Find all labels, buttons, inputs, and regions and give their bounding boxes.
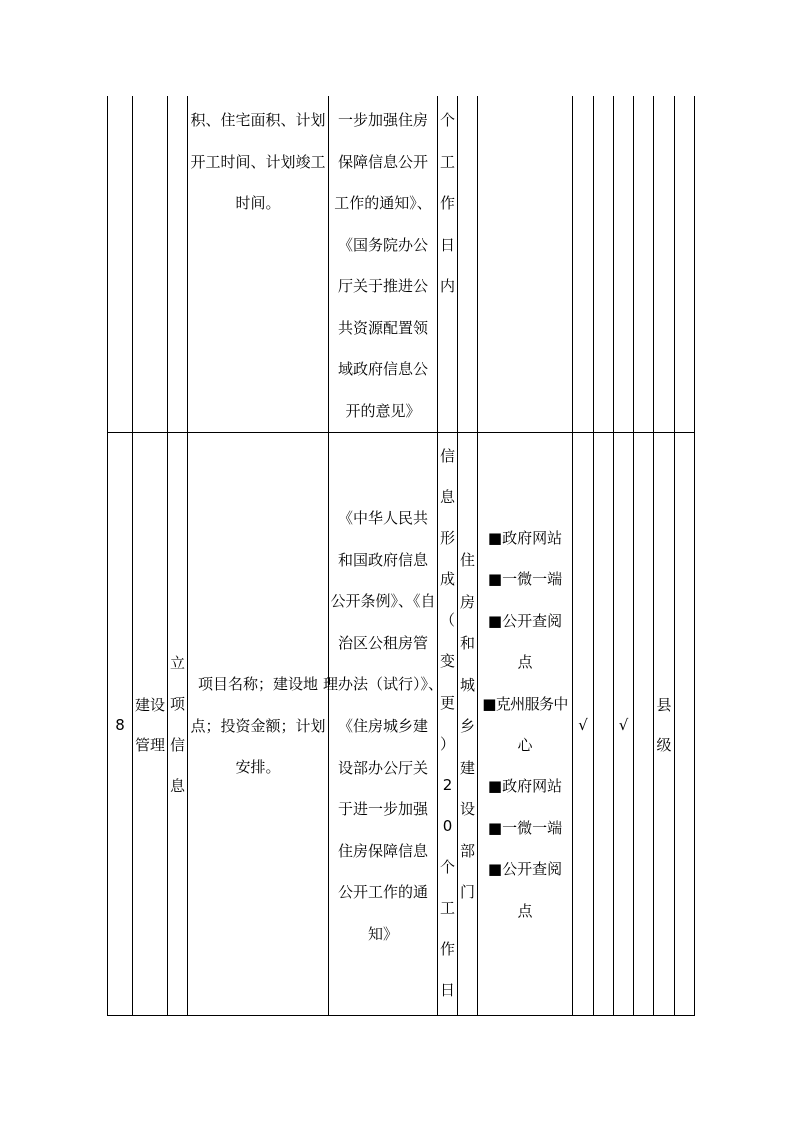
text-line: ■克州服务中 — [482, 694, 568, 713]
text-char: （ — [439, 611, 455, 630]
text-line: 公开工作的通 — [337, 883, 428, 902]
text-line: 保障信息公开 — [337, 152, 428, 171]
col-border — [653, 96, 654, 1016]
text-char: 县 — [656, 696, 672, 714]
text-line: 点 — [517, 653, 533, 672]
text-char: 房 — [459, 592, 475, 611]
row8-category — [132, 685, 168, 765]
text-line: ■公开查阅 — [487, 611, 563, 630]
text-line: 公开条例》、《自 — [330, 592, 436, 611]
text-line: 开的意见》 — [345, 401, 421, 420]
text-line: 共资源配置领 — [337, 318, 428, 337]
text-char: 信 — [439, 447, 455, 465]
text-line: 工作的通知》、 — [334, 194, 432, 212]
text-line: 《中华人民共 — [337, 509, 428, 527]
text-char: 日 — [439, 981, 455, 1000]
text-char: 息 — [169, 777, 185, 795]
text-line: 《住房城乡建 — [337, 716, 428, 735]
text-line: 管理 — [134, 736, 165, 754]
col-border — [593, 96, 594, 1016]
row8-check-2 — [613, 705, 634, 745]
text-char: 个 — [439, 111, 455, 129]
text-line: 点 — [517, 901, 533, 920]
row8-requirement — [187, 664, 329, 789]
text-line: 厅关于推进公 — [337, 277, 428, 295]
text-char: 住 — [459, 551, 475, 569]
text-line: 域政府信息公 — [337, 360, 428, 378]
text-char: 立 — [169, 654, 185, 672]
col-border — [674, 96, 675, 1016]
text-char: 部 — [459, 841, 475, 860]
row8-number — [107, 705, 133, 745]
text-line: 于进一步加强 — [337, 800, 428, 819]
text-char: 形 — [439, 529, 455, 548]
row8-subject — [457, 540, 478, 914]
text-line: 治区公租房管 — [337, 633, 428, 652]
text-char: 工 — [439, 152, 455, 171]
text-line: ■政府网站 — [487, 529, 563, 547]
text-char: 个 — [439, 857, 455, 876]
text-line: 开工时间、计划竣工 — [190, 152, 326, 171]
text-char: 内 — [439, 277, 455, 295]
text-char: 设 — [459, 800, 475, 818]
text-char: 更 — [439, 693, 455, 712]
text-char: 项 — [169, 695, 185, 713]
row8-timeline — [437, 436, 458, 1011]
text-line: 《国务院办公 — [337, 235, 428, 254]
text-line: ■一微一端 — [487, 818, 563, 837]
text-char: 2 — [442, 775, 453, 794]
text-char: 和 — [459, 634, 475, 652]
text-char: 城 — [459, 675, 475, 694]
text-line: 心 — [517, 735, 533, 754]
text-line: 住房保障信息 — [337, 841, 428, 860]
row-divider — [107, 432, 695, 433]
text-line: 知》 — [367, 924, 398, 943]
check-mark: √ — [578, 716, 588, 734]
check-mark: √ — [618, 716, 629, 734]
text-char: 作 — [439, 194, 455, 212]
text-char: 门 — [459, 883, 475, 901]
text-line: ■公开查阅 — [487, 860, 563, 879]
text-line: 建设 — [134, 696, 165, 714]
text-line: 积、住宅面积、计划 — [190, 111, 326, 129]
row-number: 8 — [115, 716, 125, 734]
text-char: 工 — [439, 899, 455, 918]
col-border — [613, 96, 614, 1016]
row-top-timeline — [437, 100, 458, 308]
text-line: ■政府网站 — [487, 777, 563, 796]
col-border — [167, 96, 168, 1016]
col-border — [187, 96, 188, 1016]
row-top-basis — [328, 100, 438, 432]
text-line: 设部办公厅关 — [337, 758, 428, 777]
text-char: 变 — [439, 652, 455, 671]
col-border — [107, 96, 108, 1016]
table-bottom-border — [107, 1015, 695, 1016]
text-line: ■一微一端 — [487, 570, 563, 589]
row8-basis — [323, 498, 444, 956]
text-line: 理办法（试行）》、 — [323, 675, 444, 694]
text-char: 日 — [439, 235, 455, 254]
text-line: 和国政府信息 — [337, 550, 428, 569]
col-border — [132, 96, 133, 1016]
text-char: 0 — [442, 816, 453, 835]
text-line: 一步加强住房 — [337, 111, 428, 129]
text-char: 息 — [439, 488, 455, 507]
text-char: 建 — [459, 758, 475, 777]
text-char: 信 — [169, 736, 185, 754]
row8-check-1 — [572, 705, 594, 745]
row8-channels — [477, 518, 573, 932]
text-line: 安排。 — [235, 758, 281, 776]
text-char: 成 — [439, 570, 455, 589]
text-char: 级 — [656, 736, 672, 754]
text-line: 点；投资金额；计划 — [190, 716, 326, 735]
row8-level — [653, 685, 675, 765]
text-line: 项目名称；建设地 — [197, 675, 318, 693]
row8-item — [167, 643, 188, 807]
row-top-requirement — [187, 100, 329, 225]
text-line: 时间。 — [235, 194, 281, 212]
text-char: ） — [439, 734, 455, 753]
col-border — [694, 96, 695, 1016]
text-char: 作 — [439, 940, 455, 959]
text-char: 乡 — [459, 717, 475, 735]
col-border — [633, 96, 634, 1016]
